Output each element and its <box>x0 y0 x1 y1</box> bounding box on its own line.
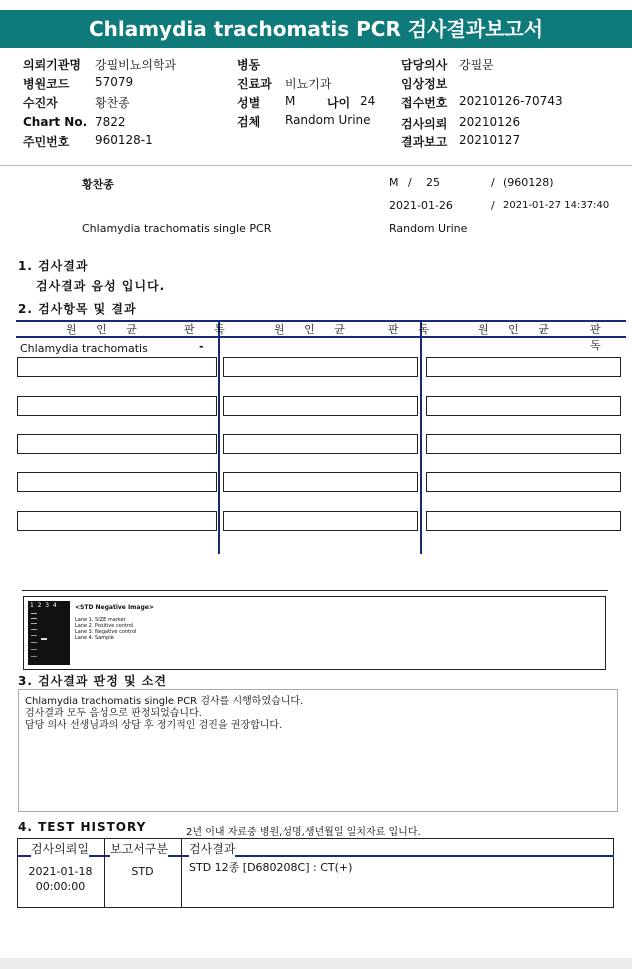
header-col3 <box>401 56 631 156</box>
history-type: STD <box>131 865 154 878</box>
label-hospcode: 병원코드 <box>23 77 70 91</box>
label-clinical: 임상정보 <box>401 77 448 91</box>
label-age: 나이 <box>327 96 351 110</box>
patient-specimen: Random Urine <box>389 222 468 235</box>
value-chart: 7822 <box>95 115 126 129</box>
result-box <box>223 511 418 531</box>
result-box <box>223 472 418 492</box>
history-th-result: 검사결과 <box>189 842 236 856</box>
results-table-divider-2 <box>420 320 422 554</box>
label-specimen: 검체 <box>237 115 261 129</box>
gel-image <box>28 601 70 665</box>
section4-title: 4. TEST HISTORY <box>18 820 147 834</box>
col2-head-organism: 원 인 균 <box>274 323 353 336</box>
label-receipt: 접수번호 <box>401 96 448 110</box>
history-note: 2년 이내 자료중 병원,성명,생년월일 일치자료 입니다. <box>186 827 421 838</box>
result-box <box>426 434 621 454</box>
label-ssn: 주민번호 <box>23 135 70 149</box>
page-footer-band <box>0 958 632 969</box>
result-box <box>17 434 217 454</box>
label-patient: 수진자 <box>23 96 58 110</box>
patient-name: 황찬종 <box>82 178 114 191</box>
result-box <box>17 357 217 377</box>
gel-lane-numbers: 1 2 3 4 <box>30 602 57 609</box>
gel-legend-line: Lane 2. Positive control <box>75 623 134 629</box>
patient-birth: (960128) <box>503 176 554 189</box>
gel-legend <box>75 617 136 641</box>
col2-head-reading: 판 독 <box>388 323 437 336</box>
label-report: 결과보고 <box>401 135 448 149</box>
header-divider <box>0 165 632 166</box>
opinion-line: 검사결과 모두 음성으로 판정되었습니다. <box>25 708 202 719</box>
label-ward: 병동 <box>237 58 261 72</box>
label-chart: Chart No. <box>23 115 88 129</box>
result-box <box>426 511 621 531</box>
history-header-line <box>17 855 614 857</box>
result-box <box>426 357 621 377</box>
result-box <box>426 396 621 416</box>
value-specimen: Random Urine <box>285 113 371 127</box>
header-row-ssn <box>23 133 223 150</box>
history-date: 2021-01-18 <box>28 865 93 878</box>
result-box <box>17 472 217 492</box>
patient-slash3: / <box>491 199 495 212</box>
label-institution: 의뢰기관명 <box>23 58 81 72</box>
col3-head-reading: 판 독 <box>590 323 609 352</box>
gel-separator <box>22 590 608 591</box>
value-age: 24 <box>360 94 376 108</box>
col1-head-organism: 원 인 균 <box>66 323 145 336</box>
value-institution: 강필비뇨의학과 <box>95 58 177 72</box>
item-organism-name: Chlamydia trachomatis <box>20 342 148 355</box>
result-box <box>426 472 621 492</box>
gel-legend-line: Lane 4. Sample <box>75 635 114 641</box>
value-report: 20210127 <box>459 133 521 147</box>
label-doctor: 담당의사 <box>401 58 448 72</box>
history-cell-date <box>17 864 104 894</box>
history-result: STD 12종 [D680208C] : CT(+) <box>189 861 353 874</box>
patient-date1: 2021-01-26 <box>389 199 453 212</box>
item-result: - <box>199 340 204 353</box>
result-box <box>223 434 418 454</box>
gel-bands-graphic <box>28 601 70 665</box>
patient-sex: M <box>389 176 399 189</box>
section2-title: 2. 검사항목 및 결과 <box>18 302 137 316</box>
history-time: 00:00:00 <box>35 880 86 893</box>
header-row-institution <box>23 56 223 73</box>
report-title: Chlamydia trachomatis PCR 검사결과보고서 <box>0 10 632 48</box>
value-sex: M <box>285 94 296 108</box>
results-table-divider-1 <box>218 320 220 554</box>
opinion-line: Chlamydia trachomatis single PCR 검사를 시행하였습니다. <box>25 696 304 707</box>
value-dept: 비뇨기과 <box>285 77 332 91</box>
section1-title: 1. 검사결과 <box>18 259 89 273</box>
header-row-patient <box>23 94 223 111</box>
label-request: 검사의뢰 <box>401 117 448 131</box>
gel-legend-line: Lane 1. SIZE marker <box>75 617 126 623</box>
label-dept: 진료과 <box>237 77 272 91</box>
col3-head-organism: 원 인 균 <box>478 323 557 336</box>
opinion-text <box>25 696 303 732</box>
value-doctor: 강필문 <box>459 58 494 72</box>
result-box <box>17 396 217 416</box>
patient-slash2: / <box>491 176 495 189</box>
col1-head-reading: 판 독 <box>184 323 233 336</box>
value-hospcode: 57079 <box>95 75 134 89</box>
value-patient: 황찬종 <box>95 96 130 110</box>
section3-title: 3. 검사결과 판정 및 소견 <box>18 674 167 688</box>
gel-title: <STD Negative Image> <box>75 604 154 611</box>
header-col2 <box>237 56 387 156</box>
result-box <box>223 396 418 416</box>
value-ssn: 960128-1 <box>95 133 153 147</box>
history-th-date: 검사의뢰일 <box>31 842 89 856</box>
patient-age: 25 <box>426 176 440 189</box>
result-box <box>17 511 217 531</box>
header-row-chart <box>23 115 223 129</box>
label-sex: 성별 <box>237 96 261 110</box>
opinion-line: 담당 의사 선생님과의 상담 후 정기적인 검진을 권장합니다. <box>25 720 283 731</box>
patient-slash1: / <box>408 176 412 189</box>
result-box <box>223 357 418 377</box>
section1-text: 검사결과 음성 입니다. <box>36 279 166 293</box>
value-request: 20210126 <box>459 115 521 129</box>
history-col-divider-2 <box>181 838 182 908</box>
history-th-type: 보고서구분 <box>110 842 168 856</box>
header-row-hospcode <box>23 75 223 92</box>
patient-test-name: Chlamydia trachomatis single PCR <box>82 222 272 235</box>
gel-legend-line: Lane 3. Negative control <box>75 629 137 635</box>
value-receipt: 20210126-70743 <box>459 94 563 108</box>
patient-date2: 2021-01-27 14:37:40 <box>503 200 610 211</box>
